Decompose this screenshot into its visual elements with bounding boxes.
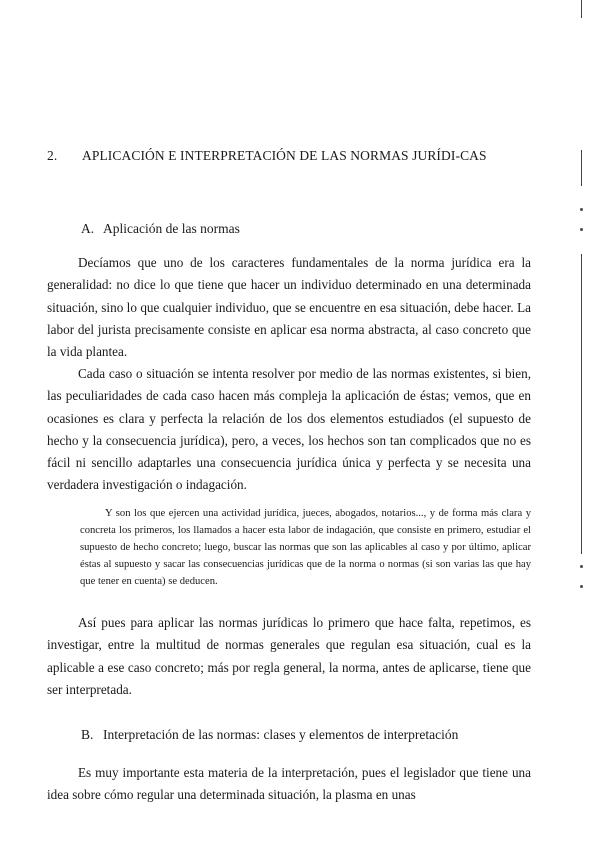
paragraph-aplicar: Así pues para aplicar las normas jurídicas lo primero que hace falta, repetimos, es investigar, entre la multitud de normas generales que regulan esa situación, cual es la aplicable a ese caso concreto; más por regla general, la norma, antes de aplicarse, tiene que ser interpretada. (47, 615, 531, 697)
margin-mark (580, 228, 583, 231)
section-heading (47, 146, 537, 165)
margin-mark (580, 585, 583, 588)
subsection-a-title: Aplicación de las normas (103, 221, 240, 236)
indented-quote: Y son los que ejercen una actividad jurídica, jueces, abogados, notarios..., y de forma más clara y concreta los primeros, los llamados a hacer esta labor de indagación, que consiste en primero, estudiar el supuesto de hecho concreto; luego, buscar las normas que son las aplicables al caso y por último, aplicar éstas al supuesto y sacar las consecuencias jurídicas que de la norma o normas (si son varias las que hay que tener en cuenta) se deducen. (80, 508, 531, 587)
paragraph-interpretacion: Es muy importante esta materia de la interpretación, pues el legislador que tiene una idea sobre cómo regular una determinada situación, la plasma en unas (47, 765, 531, 803)
subsection-a-heading (81, 220, 240, 238)
subsection-b-heading (81, 726, 458, 744)
margin-mark (580, 208, 583, 211)
section-number: 2. (47, 148, 58, 163)
margin-rule (581, 0, 582, 18)
paragraph-casos: Cada caso o situación se intenta resolver por medio de las normas existentes, si bien, las peculiaridades de cada caso hacen más compleja la aplicación de éstas; vemos, que en ocasiones es clara y perfecta la relación de los dos elementos estudiados (el supuesto de hecho y la consecuencia jurídica), pero, a veces, los hechos son tan complicados que no es fácil ni sencillo adaptarles una consecuencia jurídica única y perfecta y se necesita una verdadera investigación o indagación. (47, 366, 531, 493)
subsection-a-letter: A. (81, 221, 95, 236)
margin-rule (581, 150, 582, 186)
subsection-b-letter: B. (81, 727, 94, 742)
margin-mark (580, 565, 583, 568)
section-title: APLICACIÓN E INTERPRETACIÓN DE LAS NORMAS JURÍDI-CAS (82, 148, 487, 163)
paragraph-generalidad: Decíamos que uno de los caracteres fundamentales de la norma jurídica era la generalidad: no dice lo que tiene que hacer un individuo determinado en una determinada situación, sino lo que cualquier individuo, que se encuentre en esa situación, debe hacer. La labor del jurista precisamente consiste en aplicar esa norma abstracta, al caso concreto que la vida plantea. (47, 255, 531, 360)
subsection-b-title: Interpretación de las normas: clases y elementos de interpretación (103, 727, 459, 742)
margin-rule (581, 254, 582, 554)
